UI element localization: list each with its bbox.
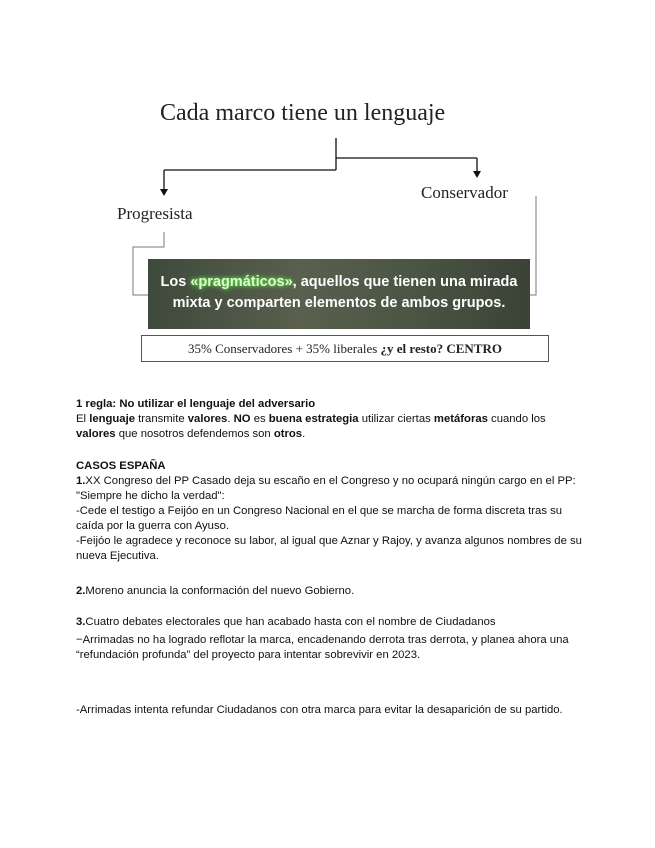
rule-bold: otros: [273, 428, 303, 440]
rule-bold: buena estrategia: [268, 413, 359, 425]
rule-paragraph: [76, 412, 586, 442]
rule-text: El: [76, 413, 90, 425]
casos-heading: CASOS ESPAÑA: [76, 460, 166, 472]
arrowhead-right: [473, 171, 481, 178]
rule-text: cuando los: [487, 413, 546, 425]
stat-box: [141, 335, 549, 362]
caso-1: [76, 474, 586, 504]
caso-2: [76, 584, 586, 599]
caso-1-bullet-2: -Feijóo le agradece y reconoce su labor, al igual que Aznar y Rajoy, y avanza algunos nombres de su nueva Ejecutiva.: [76, 535, 582, 562]
caso-number: 2.: [76, 585, 86, 597]
rule-bold: metáforas: [433, 413, 488, 425]
rule-section: [76, 397, 586, 442]
diagram-title: Cada marco tiene un lenguaje: [160, 100, 446, 126]
arrowhead-left: [160, 189, 168, 196]
caso-text: Moreno anuncia la conformación del nuevo Gobierno.: [85, 585, 355, 597]
caso-text: XX Congreso del PP Casado deja su escaño en el Congreso y no ocupará ningún cargo en el PP: "Siempre he dicho la verdad":: [76, 475, 576, 502]
rule-text: .: [302, 428, 306, 440]
rule-bold: lenguaje: [89, 413, 136, 425]
rule-heading: 1 regla: No utilizar el lenguaje del adversario: [76, 398, 316, 410]
label-progresista: Progresista: [117, 204, 193, 223]
banner-highlight: «pragmáticos»: [190, 274, 293, 290]
banner-pre: Los: [160, 274, 191, 290]
rule-text: .: [227, 413, 234, 425]
rule-text: transmite: [135, 413, 188, 425]
stat-bold: ¿y el resto? CENTRO: [380, 341, 502, 356]
banner-line1-rest: , aquellos que tienen una mirada: [292, 274, 518, 290]
casos-section: [76, 459, 586, 564]
rule-bold: valores: [76, 428, 116, 440]
caso-text: Cuatro debates electorales que han acabado hasta con el nombre de Ciudadanos: [85, 616, 496, 628]
rule-bold: NO: [233, 413, 251, 425]
stat-pre: 35% Conservadores + 35% liberales: [188, 341, 381, 356]
pragmaticos-banner: [148, 259, 530, 329]
caso-3-bullet-1: −Arrimadas no ha logrado reflotar la marca, encadenando derrota tras derrota, y planea ahora una “refundación profunda” del proyecto para intentar sobrevivir en 2023.: [76, 634, 569, 661]
rule-text: utilizar ciertas: [358, 413, 434, 425]
caso-1-bullet-1: -Cede el testigo a Feijóo en un Congreso Nacional en el que se marcha de forma discreta tras su caída por la guerra con Ayuso.: [76, 505, 563, 532]
rule-text: que nosotros defendemos son: [115, 428, 274, 440]
caso-number: 3.: [76, 616, 86, 628]
banner-line2: mixta y comparten elementos de ambos grupos.: [172, 295, 506, 311]
rule-bold: valores: [187, 413, 228, 425]
caso-number: 1.: [76, 475, 86, 487]
caso-3: [76, 615, 586, 663]
label-conservador: Conservador: [421, 183, 508, 202]
rule-text: es: [250, 413, 269, 425]
bracket-right: [530, 196, 536, 295]
caso-3-bullet-2: -Arrimadas intenta refundar Ciudadanos con otra marca para evitar la desaparición de su partido.: [76, 704, 563, 716]
